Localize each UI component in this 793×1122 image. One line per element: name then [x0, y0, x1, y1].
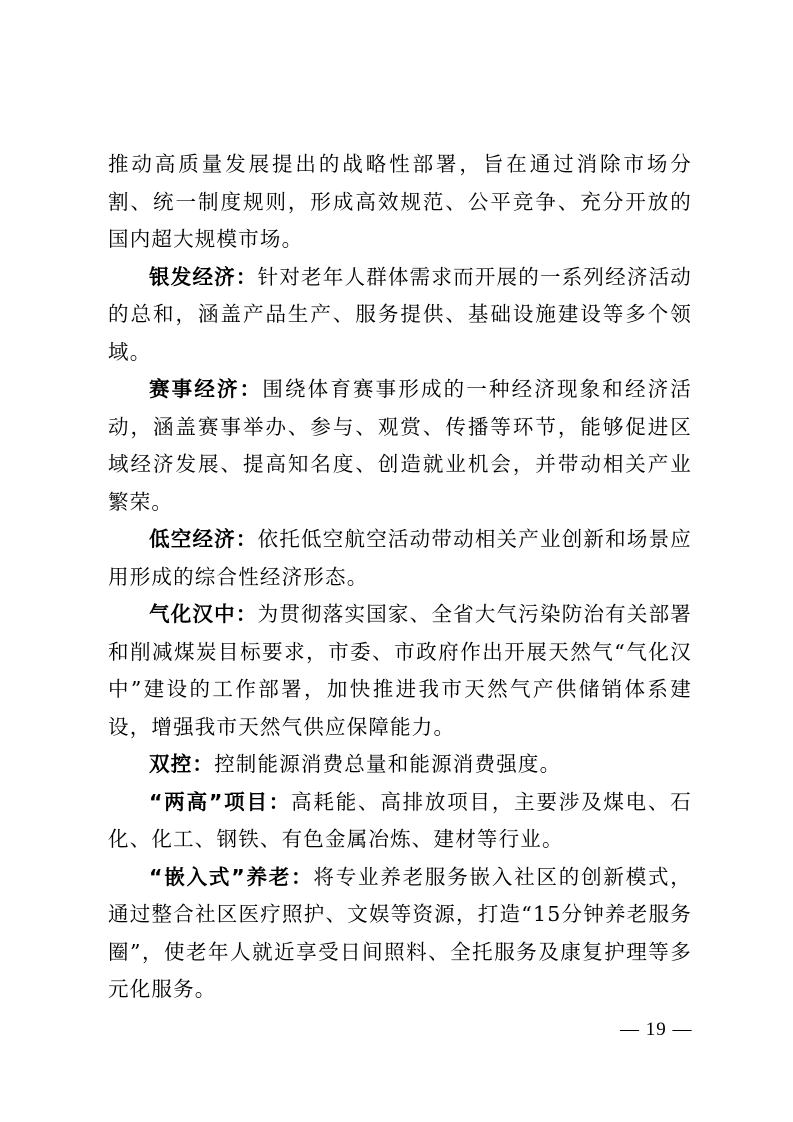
glossary-definition: 高耗能、高排放项目，主要涉及煤电、石化、化工、钢铁、有色金属冶炼、建材等行业。: [108, 789, 692, 851]
glossary-term: 双控：: [149, 752, 215, 776]
page-number: — 19 —: [620, 1019, 693, 1040]
glossary-entry-event-economy: [108, 371, 692, 521]
glossary-definition: 控制能源消费总量和能源消费强度。: [214, 752, 562, 776]
glossary-entry-dual-control: [108, 746, 692, 784]
glossary-entry-two-highs-projects: [108, 784, 692, 859]
glossary-definition: 将专业养老服务嵌入社区的创新模式，通过整合社区医疗照护、文娱等资源，打造“15分钟养老服务圈”，使老年人就近享受日间照料、全托服务及康复护理等多元化服务。: [108, 864, 693, 1001]
intro-paragraph: 推动高质量发展提出的战略性部署，旨在通过消除市场分割、统一制度规则，形成高效规范、公平竞争、充分开放的国内超大规模市场。: [108, 152, 692, 251]
glossary-definition: 为贯彻落实国家、全省大气污染防治有关部署和削减煤炭目标要求，市委、市政府作出开展天然气“气化汉中”建设的工作部署，加快推进我市天然气产供储销体系建设，增强我市天然气供应保障能力。: [108, 602, 693, 739]
glossary-term: “嵌入式”养老：: [149, 864, 314, 889]
glossary-definition: 针对老年人群体需求而开展的一系列经济活动的总和，涵盖产品生产、服务提供、基础设施建设等多个领域。: [108, 264, 693, 364]
glossary-entry-silver-economy: [108, 259, 692, 372]
glossary-entry-embedded-elderly-care: [108, 859, 692, 1009]
document-body: [108, 146, 692, 1009]
glossary-term: 赛事经济：: [149, 377, 263, 401]
glossary-term: 低空经济：: [149, 527, 258, 551]
glossary-term: 银发经济：: [149, 264, 258, 289]
glossary-entry-low-altitude-economy: [108, 521, 692, 596]
glossary-term: “两高”项目：: [149, 789, 292, 814]
glossary-definition: 依托低空航空活动带动相关产业创新和场景应用形成的综合性经济形态。: [108, 527, 693, 589]
glossary-term: 气化汉中：: [149, 602, 258, 626]
glossary-entry-gasification-hanzhong: [108, 596, 692, 746]
glossary-definition: 围绕体育赛事形成的一种经济现象和经济活动，涵盖赛事举办、参与、观赏、传播等环节，能够促进区域经济发展、提高知名度、创造就业机会，并带动相关产业繁荣。: [108, 377, 692, 514]
